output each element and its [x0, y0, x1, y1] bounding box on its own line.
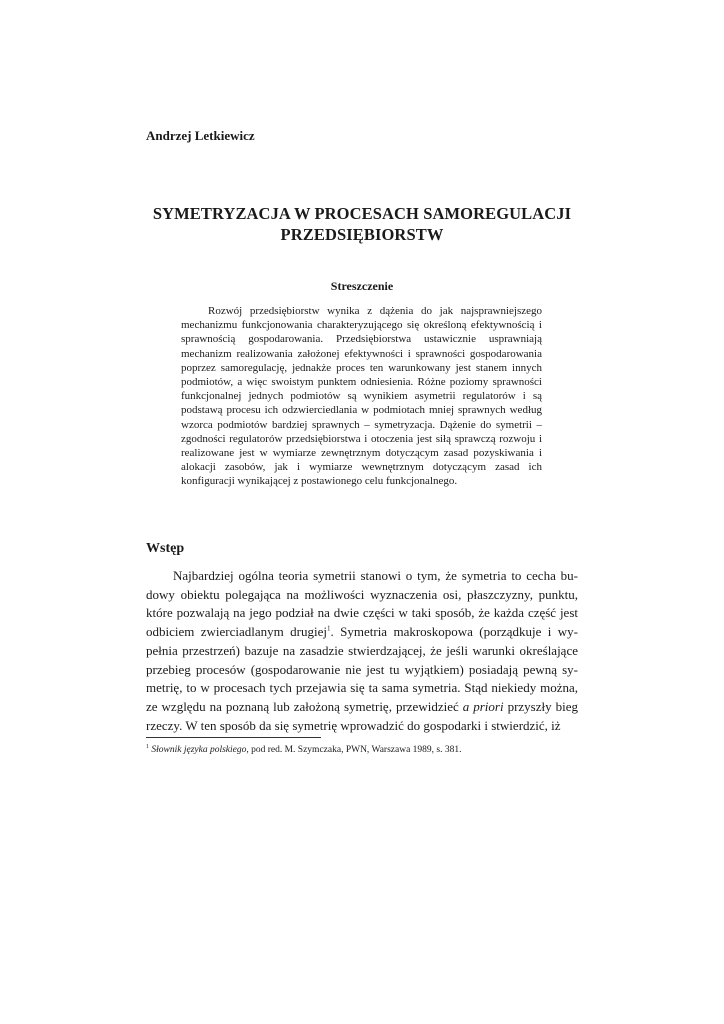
title-line-2: PRZEDSIĘBIORSTW: [280, 225, 444, 244]
footnote-mark: 1: [146, 743, 149, 750]
footnote-source-title: Słownik języka polskiego: [151, 745, 247, 755]
footnote: [146, 744, 578, 756]
footnote-reference[interactable]: 1: [327, 624, 331, 633]
body-text-part-3: przyszły bieg rzeczy. W ten sposób da się symetrię wprowadzić do gospodarki i stwierdzić, iż: [146, 698, 578, 733]
body-text-part-1: Najbardziej ogólna teoria symetrii stanowi o tym, że symetria to cecha budowy obiektu polegająca na możliwości wyznaczenia osi, płaszczyzny, punktu, które pozwalają na jego podział na dwie części w taki sposób, że każda część jest odbiciem zwierciadlanym drugiej: [146, 568, 578, 640]
author-name: Andrzej Letkiewicz: [146, 128, 255, 143]
body-paragraph: [146, 567, 578, 735]
footnote-divider: [146, 737, 321, 738]
body-text-part-2: . Symetria makroskopowa (porządkuje i wypełnia przestrzeń) bazuje na zasadzie stwierdzającej, że jeśli warunki określające przebieg procesów (gospodarowanie nie jest tu wyjątkiem) posiadają pewną symetrię, to w procesach tych przejawia się ta sama symetria. Stąd niekiedy można, ze względu na poznaną lub założoną symetrię, przewidzieć: [146, 624, 578, 714]
section-heading: Wstęp: [146, 541, 185, 556]
title-line-1: SYMETRYZACJA W PROCESACH SAMOREGULACJI: [152, 204, 572, 223]
paper-title: [146, 203, 578, 245]
abstract-text: Rozwój przedsiębiorstw wynika z dążenia do jak najsprawniejszego mechanizmu funkcjonowania charakteryzującego się określoną efektywnością i sprawnością gospodarowania. Przedsiębiorstwa ustawicznie usprawniają mechanizm realizowania założonej efektywności i sprawności gospodarowania poprzez samoregulację, jednakże proces ten warunkowany jest stanem innych podmiotów, a więc swoistym punktem odniesienia. Różne poziomy sprawności funkcjonalnej jednych podmiotów są wynikiem asymetrii regulatorów i są podstawą procesu ich odzwierciedlania w podmiotach mniej sprawnych według wzorca podmiotów bardziej sprawnych – symetryzacja. Dążenie do symetrii – zgodności regulatorów przedsiębiorstwa i otoczenia jest siłą sprawczą rozwoju i realizowane jest w wymiarze zewnętrznym dotyczącym zasad pozyskiwania i alokacji zasobów, jak i wymiarze wewnętrznym dotyczącym zasad ich konfiguracji wynikającej z postawionego celu funkcjonalnego.: [181, 305, 542, 488]
abstract-heading: Streszczenie: [330, 279, 394, 293]
abstract-paragraph: [181, 304, 542, 489]
body-text-italic: a priori: [462, 698, 504, 714]
footnote-text: , pod red. M. Szymczaka, PWN, Warszawa 1989, s. 381.: [246, 745, 462, 755]
